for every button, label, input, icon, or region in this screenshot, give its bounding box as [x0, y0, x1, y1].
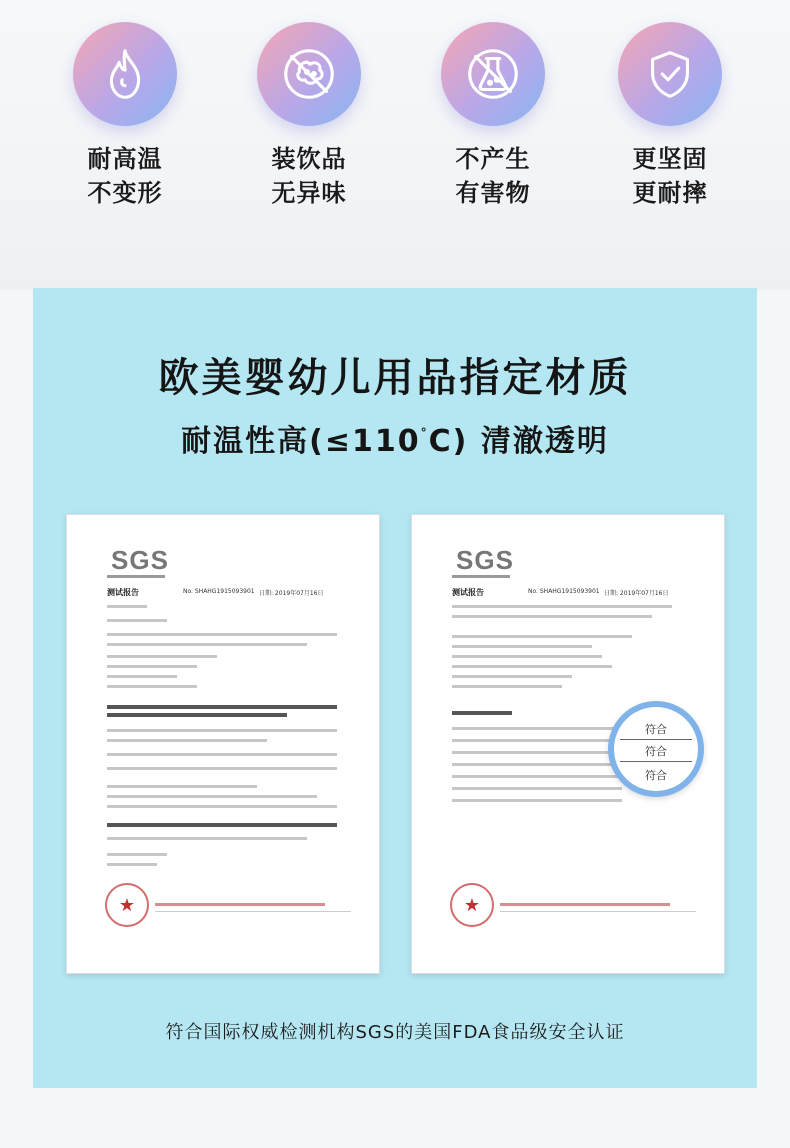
text-line: [107, 685, 197, 688]
certification-caption: 符合国际权威检测机构SGS的美国FDA食品级安全认证: [165, 1022, 625, 1043]
feature-strip: [0, 0, 790, 290]
text-line: [107, 619, 167, 622]
star-stamp-icon: ★: [450, 883, 494, 927]
text-line: [452, 775, 622, 778]
no-chemical-icon: [441, 22, 545, 126]
feature-line1: 耐高温: [87, 145, 163, 173]
report-title: 测试报告: [107, 588, 139, 597]
text-line: [452, 685, 562, 688]
text-line: [452, 655, 602, 658]
report-number: No. SHAHG1915093901: [183, 588, 255, 595]
feature-durable: [610, 22, 730, 210]
text-line: [107, 705, 337, 709]
text-line: [452, 787, 622, 790]
subtitle-post: 清澈透明: [468, 424, 609, 459]
text-line: [452, 615, 652, 618]
sgs-logo: SGS: [456, 545, 514, 575]
document-footer: [155, 911, 351, 931]
subtitle-pre: 耐温性高(≤110: [181, 424, 421, 459]
feature-line2: 有害物: [455, 179, 531, 207]
report-date: 日期: 2019年07月16日: [604, 590, 669, 597]
stamp-bar: [500, 903, 670, 906]
text-line: [107, 605, 147, 608]
feature-heat-resistant: [65, 22, 185, 210]
result-pass: 符合: [645, 723, 667, 736]
sgs-logo: SGS: [111, 545, 169, 575]
degree-sign: °: [420, 426, 429, 440]
text-line: [452, 727, 622, 730]
text-line: [107, 785, 257, 788]
sgs-report-document: [411, 514, 725, 974]
text-line: [107, 739, 267, 742]
text-line: [452, 645, 592, 648]
magnifier-callout: [608, 701, 704, 797]
stamp-bar: [155, 903, 325, 906]
text-line: [107, 729, 337, 732]
logo-underline: [452, 575, 510, 578]
text-line: [107, 713, 287, 717]
report-date: 日期: 2019年07月16日: [259, 590, 324, 597]
panel-subtitle: [33, 416, 757, 460]
document-footer: [500, 911, 696, 931]
text-line: [107, 767, 337, 770]
sgs-report-document: [66, 514, 380, 974]
text-line: [452, 799, 622, 802]
flame-icon: [73, 22, 177, 126]
text-line: [452, 763, 622, 766]
result-pass: 符合: [645, 745, 667, 758]
certification-panel: [33, 288, 757, 1088]
panel-title: 欧美婴幼儿用品指定材质: [158, 355, 632, 401]
text-line: [452, 675, 572, 678]
feature-no-odor: [249, 22, 369, 210]
text-line: [107, 633, 337, 636]
result-pass: 符合: [645, 769, 667, 782]
text-line: [452, 665, 612, 668]
feature-no-harmful: [433, 22, 553, 210]
logo-underline: [107, 575, 165, 578]
text-line: [107, 805, 337, 808]
text-line: [107, 643, 307, 646]
text-line: [452, 751, 622, 754]
text-line: [107, 837, 307, 840]
text-line: [452, 635, 632, 638]
text-line: [107, 853, 167, 856]
feature-line1: 不产生: [455, 145, 531, 173]
feature-line1: 装饮品: [271, 145, 347, 173]
row-divider: [620, 739, 692, 740]
text-line: [452, 605, 672, 608]
star-stamp-icon: ★: [105, 883, 149, 927]
no-odor-icon: [257, 22, 361, 126]
text-line: [107, 753, 337, 756]
feature-line1: 更坚固: [632, 145, 708, 173]
row-divider: [620, 761, 692, 762]
shield-check-icon: [618, 22, 722, 126]
text-line: [107, 665, 197, 668]
text-line: [107, 795, 317, 798]
feature-line2: 无异味: [271, 179, 347, 207]
feature-line2: 更耐摔: [632, 179, 708, 207]
feature-line2: 不变形: [87, 179, 163, 207]
text-line: [107, 675, 177, 678]
subtitle-c: C): [428, 424, 469, 459]
text-line: [452, 739, 622, 742]
text-line: [107, 823, 337, 827]
report-title: 测试报告: [452, 588, 484, 597]
report-number: No. SHAHG1915093901: [528, 588, 600, 595]
text-line: [107, 655, 217, 658]
text-line: [107, 863, 157, 866]
text-line: [452, 711, 512, 715]
